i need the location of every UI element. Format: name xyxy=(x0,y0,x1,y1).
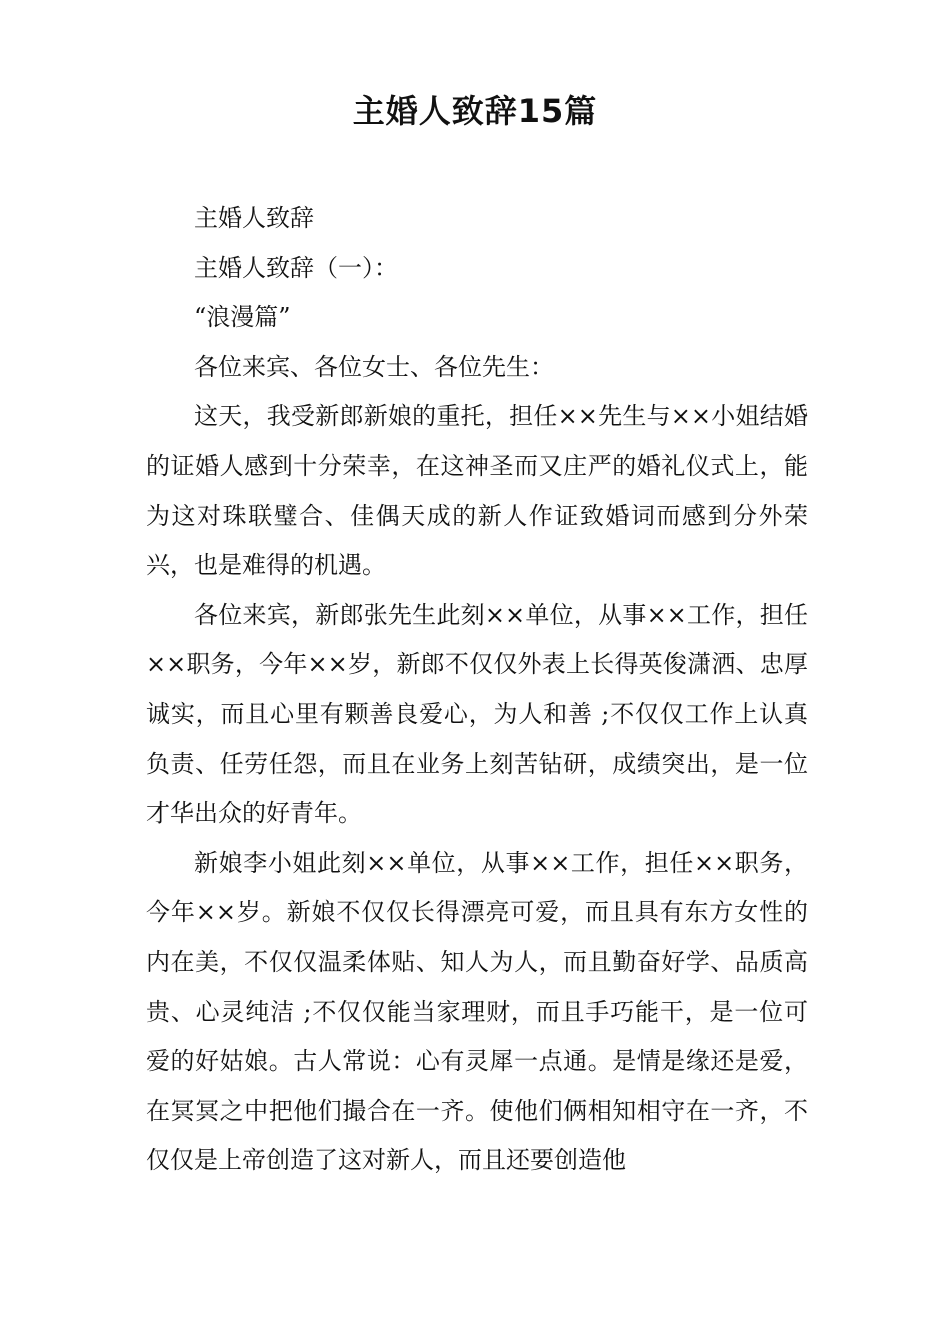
paragraph-subheading: 主婚人致辞（一）： xyxy=(194,253,398,282)
paragraph-salutation: 各位来宾、各位女士、各位先生： xyxy=(194,352,554,381)
paragraph-body: 各位来宾，新郎张先生此刻××单位，从事××工作，担任××职务，今年××岁，新郎不仅仅外表上长得英俊潇洒、忠厚诚实，而且心里有颗善良爱心，为人和善 ;不仅仅工作上认真负责、任劳任怨，而且在业务上刻苦钻研，成绩突出，是一位才华出众的好青年。 xyxy=(146,600,808,828)
document-title: 主婚人致辞15篇 xyxy=(352,92,598,130)
paragraph-body: 新娘李小姐此刻××单位，从事××工作，担任××职务，今年××岁。新娘不仅仅长得漂亮可爱，而且具有东方女性的内在美，不仅仅温柔体贴、知人为人，而且勤奋好学、品质高贵、心灵纯洁 ;不仅仅能当家理财，而且手巧能干，是一位可爱的好姑娘。古人常说：心有灵犀一点通。是情是缘还是爱，在冥冥之中把他们撮合在一齐。使他们俩相知相守在一齐，不仅仅是上帝创造了这对新人，而且还要创造他 xyxy=(146,848,808,1175)
paragraph-body: 这天，我受新郎新娘的重托，担任××先生与××小姐结婚的证婚人感到十分荣幸，在这神圣而又庄严的婚礼仪式上，能为这对珠联璧合、佳偶天成的新人作证致婚词而感到分外荣兴，也是难得的机遇。 xyxy=(146,402,808,580)
document-body xyxy=(146,194,808,1186)
paragraph-section-label: “浪漫篇” xyxy=(194,303,291,332)
paragraph-heading: 主婚人致辞 xyxy=(194,204,314,232)
